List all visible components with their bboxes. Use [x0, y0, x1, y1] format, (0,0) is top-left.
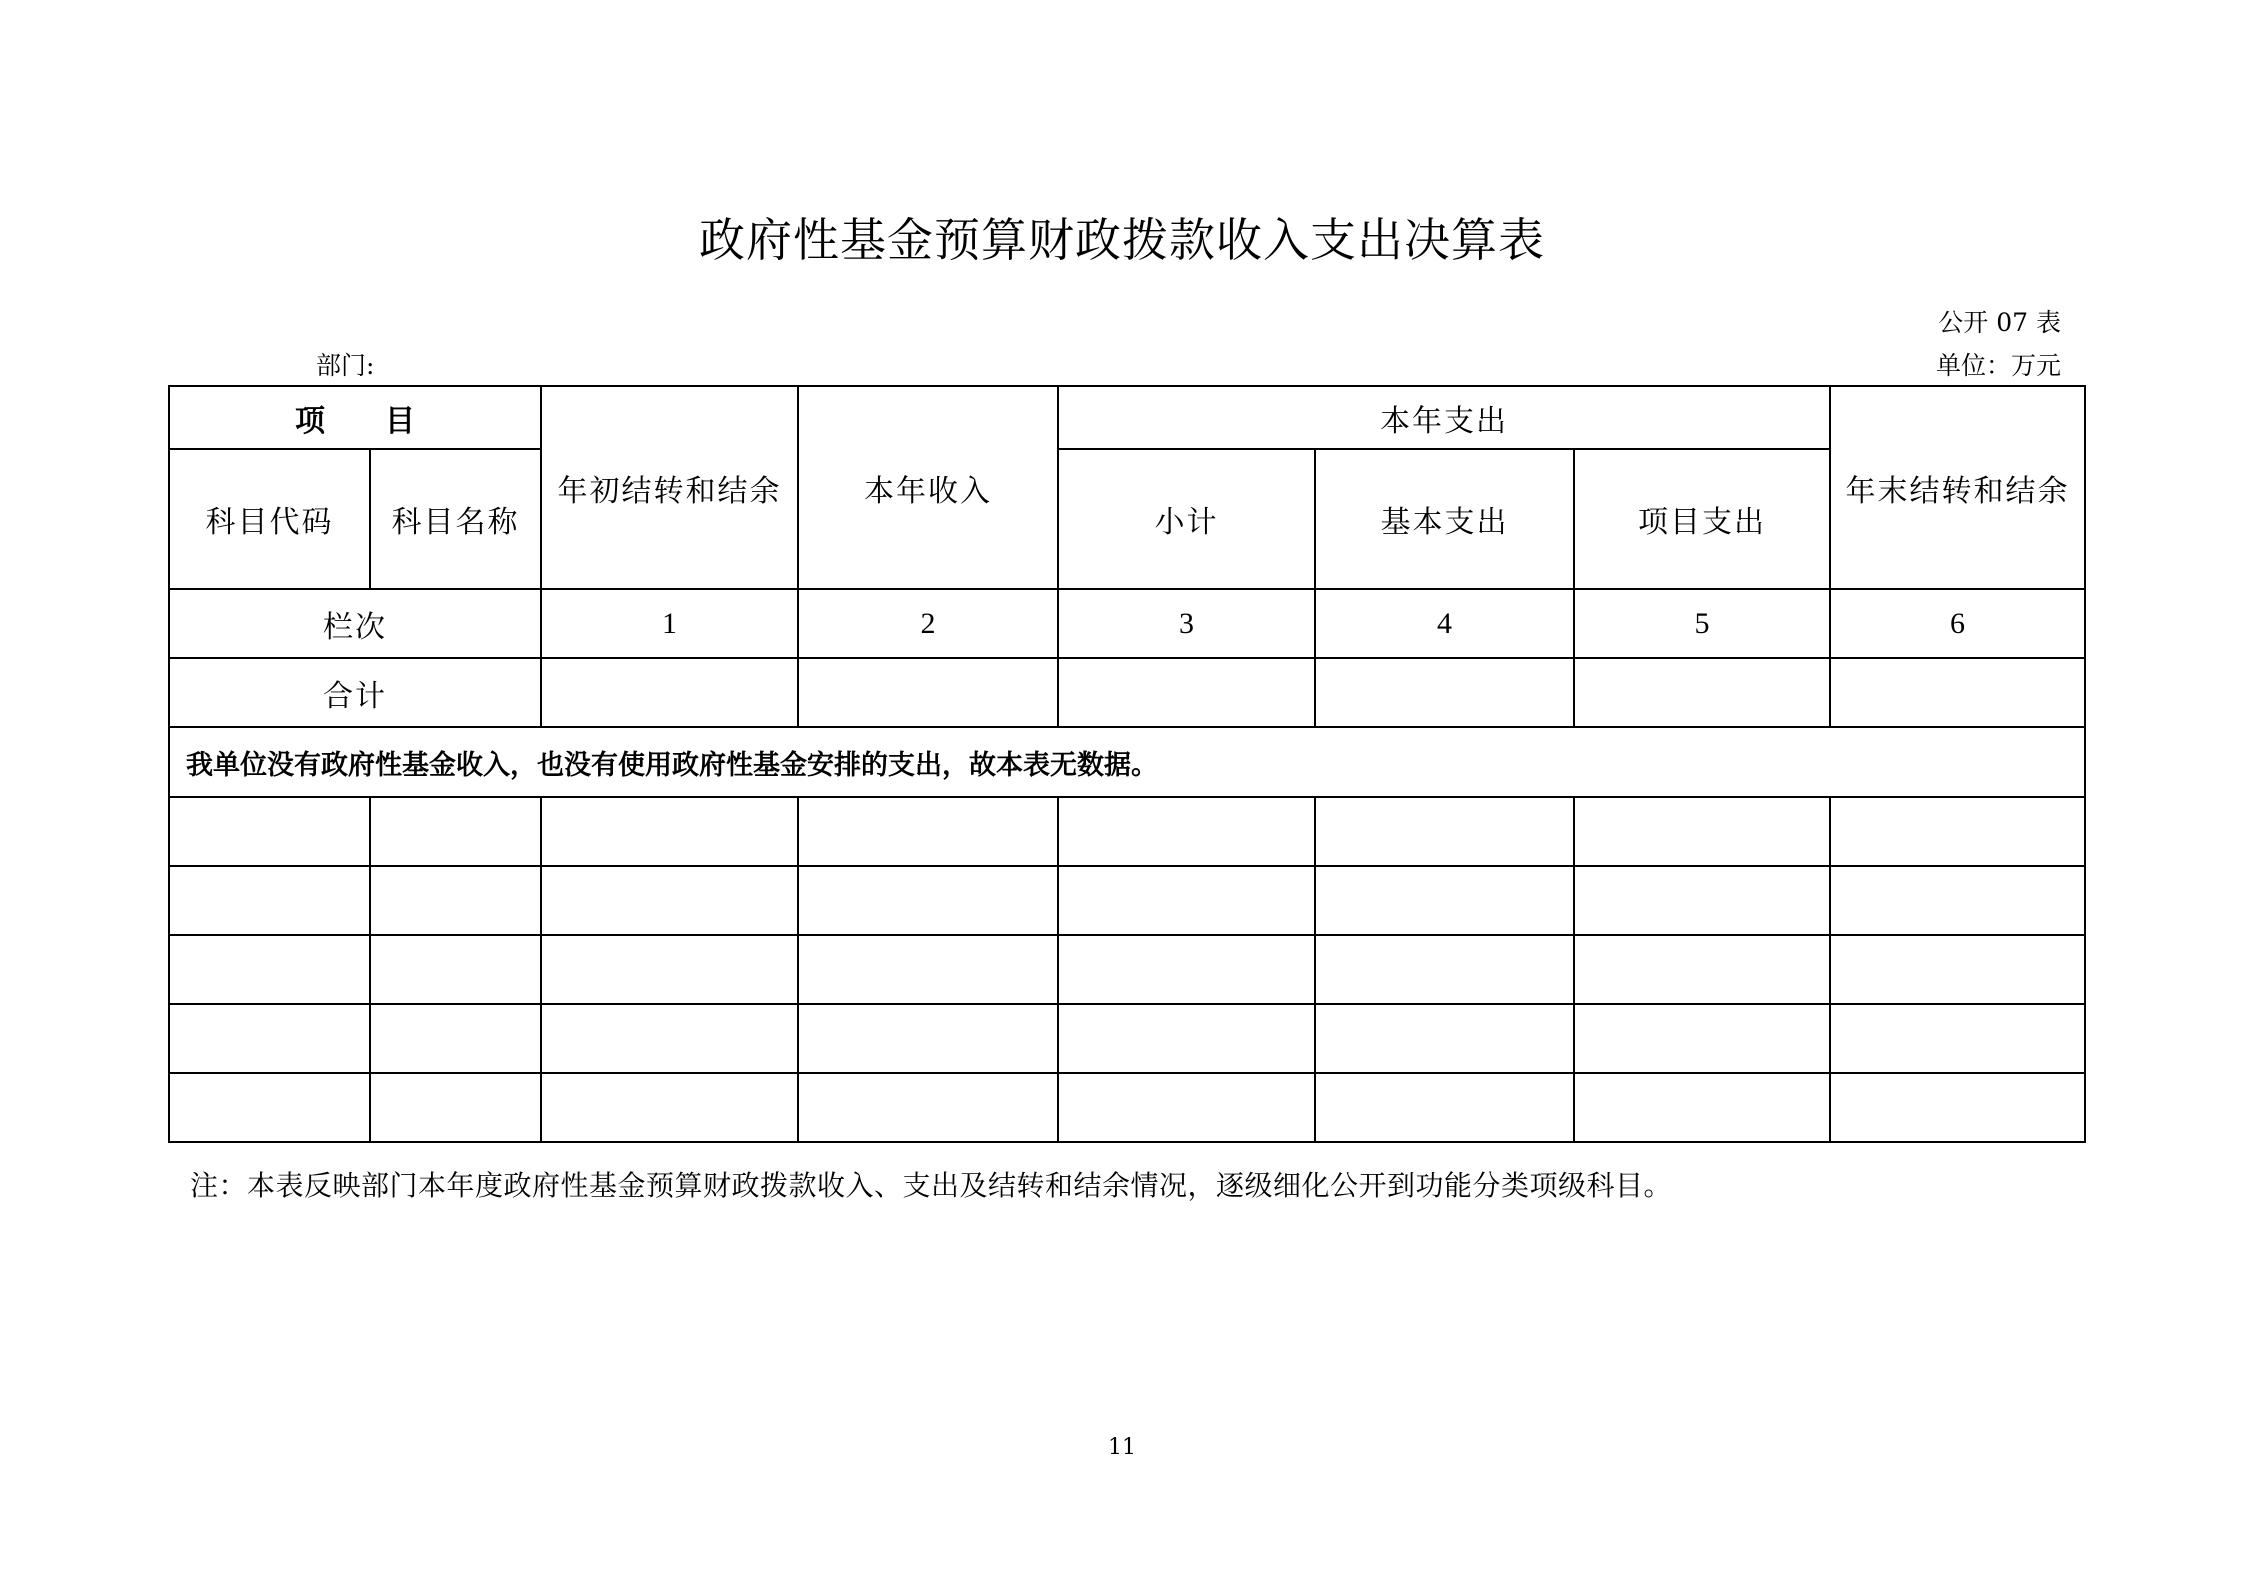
header-closing-balance: 年末结转和结余 [1830, 386, 2085, 589]
department-label: 部门: [316, 351, 375, 380]
form-number: 公开 07 表 [1938, 308, 2061, 337]
table-cell [1830, 797, 2085, 866]
table-cell [1058, 658, 1315, 727]
page-number: 11 [1108, 1435, 1136, 1460]
table-cell [541, 1073, 798, 1142]
table-cell [1058, 866, 1315, 935]
table-row [169, 1004, 2085, 1073]
table-cell [1574, 935, 1830, 1004]
table-cell [1830, 866, 2085, 935]
table-cell [169, 797, 370, 866]
table-cell [370, 935, 541, 1004]
table-row [169, 797, 2085, 866]
table-cell [541, 1004, 798, 1073]
table-cell [370, 1004, 541, 1073]
header-opening-balance: 年初结转和结余 [541, 386, 798, 589]
column-number: 5 [1574, 589, 1830, 658]
unit-label: 单位：万元 [1935, 351, 2061, 380]
table-cell [1830, 1073, 2085, 1142]
table-cell [1058, 1073, 1315, 1142]
table-cell [541, 797, 798, 866]
page-title: 政府性基金预算财政拨款收入支出决算表 [699, 213, 1545, 267]
header-basic-expenditure: 基本支出 [1315, 449, 1574, 589]
table-cell [370, 797, 541, 866]
table-cell [541, 935, 798, 1004]
total-label: 合计 [169, 658, 541, 727]
table-cell [1315, 658, 1574, 727]
header-expenditure: 本年支出 [1058, 386, 1830, 449]
table-cell [1574, 866, 1830, 935]
column-number: 6 [1830, 589, 2085, 658]
table-cell [798, 1004, 1058, 1073]
column-index-label: 栏次 [169, 589, 541, 658]
table-cell [798, 797, 1058, 866]
table-cell [1315, 935, 1574, 1004]
table-cell [370, 866, 541, 935]
table-cell [1574, 1004, 1830, 1073]
header-subject-code: 科目代码 [169, 449, 370, 589]
table-cell [169, 866, 370, 935]
header-subject-name: 科目名称 [370, 449, 541, 589]
footnote: 注：本表反映部门本年度政府性基金预算财政拨款收入、支出及结转和结余情况，逐级细化公开到功能分类项级科目。 [190, 1169, 1673, 1202]
table-cell [169, 1004, 370, 1073]
header-project-expenditure: 项目支出 [1574, 449, 1830, 589]
column-number: 4 [1315, 589, 1574, 658]
table-cell [798, 658, 1058, 727]
table-cell [169, 1073, 370, 1142]
column-number: 1 [541, 589, 798, 658]
column-number: 3 [1058, 589, 1315, 658]
table-cell [541, 866, 798, 935]
header-project: 项 目 [169, 386, 541, 449]
table-cell [1315, 866, 1574, 935]
header-subtotal: 小计 [1058, 449, 1315, 589]
table-cell [1830, 658, 2085, 727]
column-index-row [169, 589, 2085, 658]
budget-table [168, 385, 2086, 1143]
table-cell [1315, 1004, 1574, 1073]
table-cell [1574, 1073, 1830, 1142]
table-cell [541, 658, 798, 727]
notice-row [169, 727, 2085, 797]
table-cell [1574, 797, 1830, 866]
table-cell [798, 1073, 1058, 1142]
no-data-notice: 我单位没有政府性基金收入，也没有使用政府性基金安排的支出，故本表无数据。 [169, 727, 2085, 797]
table-cell [1058, 1004, 1315, 1073]
table-cell [1058, 935, 1315, 1004]
table-cell [798, 935, 1058, 1004]
table-cell [798, 866, 1058, 935]
table-row [169, 935, 2085, 1004]
table-cell [1058, 797, 1315, 866]
total-row [169, 658, 2085, 727]
table-cell [1830, 935, 2085, 1004]
table-cell [169, 935, 370, 1004]
header-income: 本年收入 [798, 386, 1058, 589]
table-cell [1315, 1073, 1574, 1142]
table-cell [370, 1073, 541, 1142]
table-row [169, 866, 2085, 935]
table-cell [1574, 658, 1830, 727]
table-cell [1315, 797, 1574, 866]
table-cell [1830, 1004, 2085, 1073]
column-number: 2 [798, 589, 1058, 658]
table-row [169, 1073, 2085, 1142]
